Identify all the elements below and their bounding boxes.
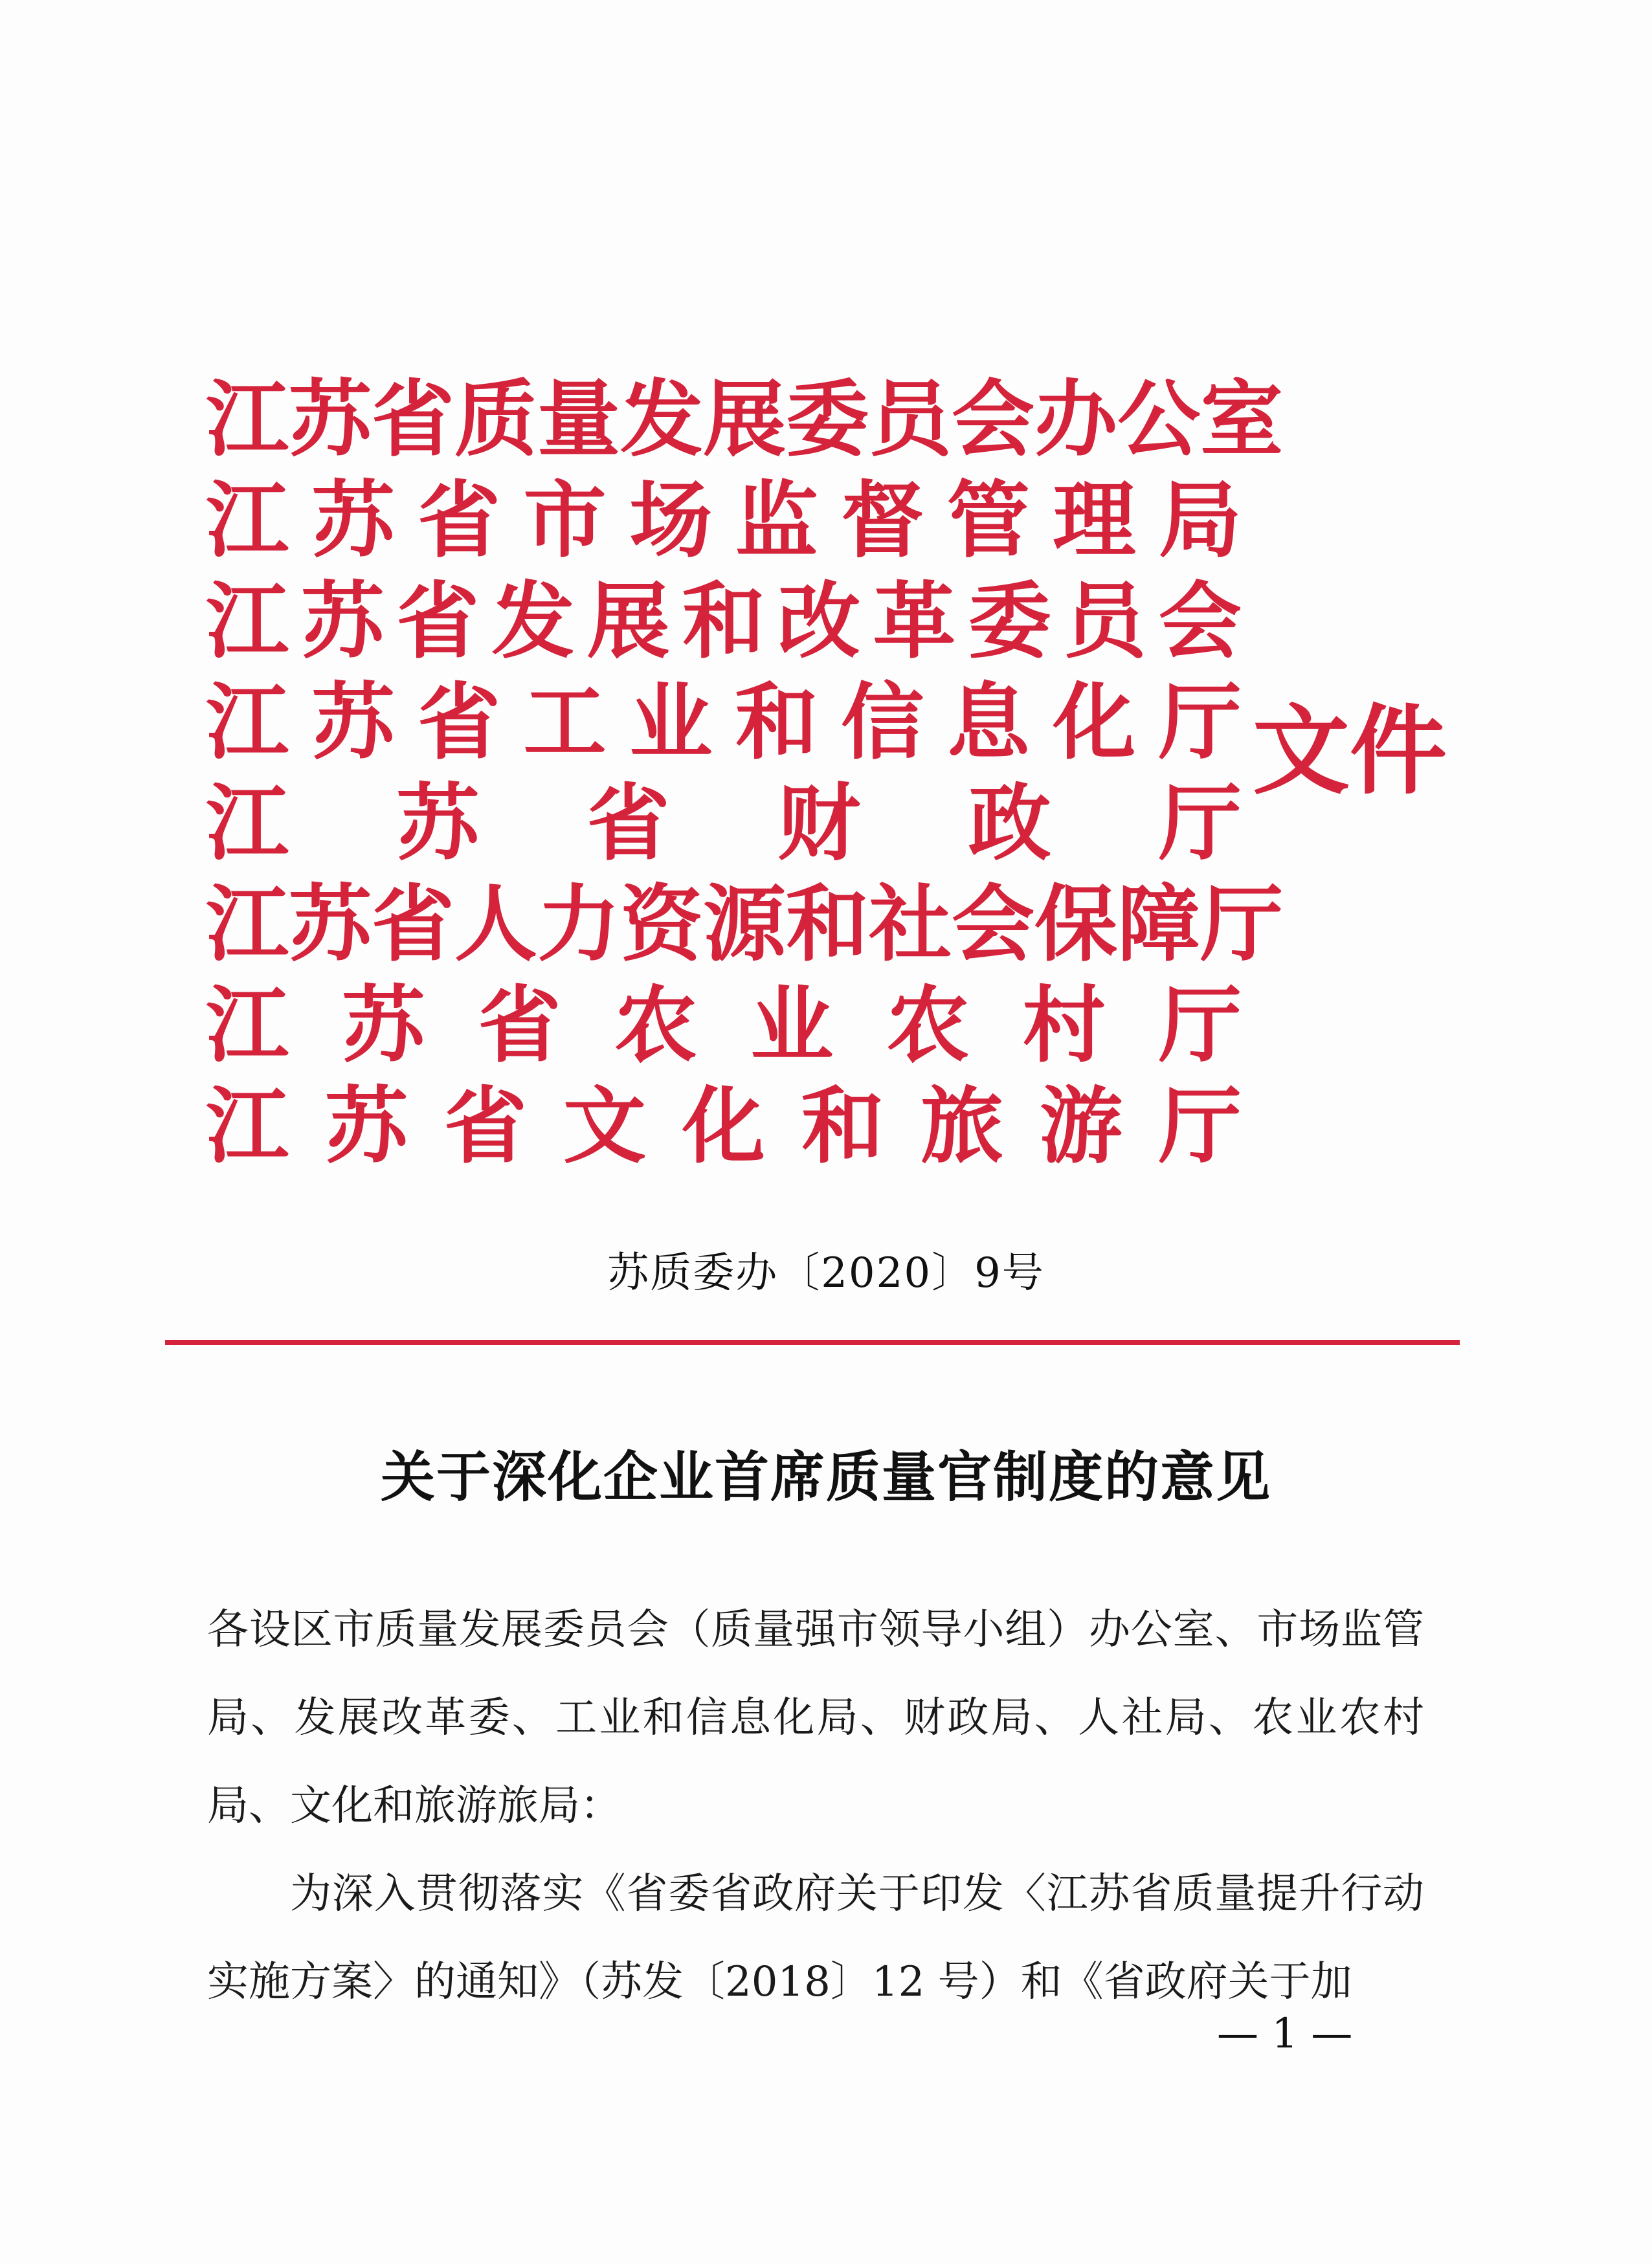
agency-character: 苏 [311, 472, 395, 569]
agency-character: 省 [418, 674, 501, 771]
agency-character: 资 [620, 876, 704, 973]
agency-row [206, 369, 1284, 470]
agency-character: 村 [1022, 977, 1106, 1074]
agency-character: 江 [206, 977, 289, 1074]
agency-character: 省 [396, 573, 480, 670]
agency-character: 化 [682, 1078, 765, 1175]
agency-character: 化 [1053, 674, 1136, 771]
agency-character: 苏 [301, 573, 385, 670]
agency-character: 厅 [1200, 876, 1284, 973]
agency-character: 苏 [342, 977, 425, 1074]
agency-character: 厅 [1158, 775, 1242, 872]
agency-character: 厅 [1158, 674, 1242, 771]
agency-character: 社 [869, 876, 952, 973]
document-body [207, 1586, 1424, 2026]
agency-character: 改 [777, 573, 861, 670]
agency-character: 管 [946, 472, 1030, 569]
agency-character: 和 [682, 573, 765, 670]
agency-character: 省 [478, 977, 561, 1074]
agency-character: 公 [1117, 371, 1201, 468]
agency-character: 会 [952, 371, 1035, 468]
agency-character: 江 [206, 1078, 289, 1175]
agency-character: 发 [620, 371, 704, 468]
agency-character: 委 [786, 371, 869, 468]
agency-character: 江 [206, 775, 289, 872]
agency-character: 理 [1053, 472, 1136, 569]
agency-character: 省 [372, 876, 455, 973]
agency-character: 会 [952, 876, 1035, 973]
agency-character: 革 [873, 573, 956, 670]
agency-character: 局 [1158, 472, 1242, 569]
agency-character: 人 [454, 876, 538, 973]
agency-character: 苏 [396, 775, 480, 872]
agency-row [206, 571, 1242, 672]
agency-character: 和 [735, 674, 818, 771]
agency-character: 省 [418, 472, 501, 569]
agency-character: 发 [491, 573, 575, 670]
agency-character: 委 [968, 573, 1051, 670]
agency-character: 源 [703, 876, 787, 973]
agency-row [206, 1076, 1242, 1177]
agency-character: 江 [206, 371, 289, 468]
agency-character: 市 [523, 472, 607, 569]
agency-character: 场 [629, 472, 713, 569]
agency-row [206, 773, 1242, 874]
agency-character: 会 [1158, 573, 1242, 670]
agency-character: 省 [586, 775, 670, 872]
agency-character: 室 [1200, 371, 1284, 468]
agency-character: 游 [1039, 1078, 1122, 1175]
agency-character: 工 [523, 674, 607, 771]
agency-character: 财 [777, 775, 861, 872]
agency-character: 和 [786, 876, 869, 973]
salutation: 各设区市质量发展委员会（质量强市领导小组）办公室、市场监管局、发展改革委、工业和信息化局、财政局、人社局、农业农村局、文化和旅游旅局： [207, 1606, 1424, 1830]
agency-character: 信 [841, 674, 924, 771]
agency-character: 省 [443, 1078, 527, 1175]
document-title: 关于深化企业首席质量官制度的意见 [380, 1445, 1271, 1509]
agency-character: 文 [563, 1078, 646, 1175]
agency-character: 苏 [289, 371, 372, 468]
agency-character: 息 [946, 674, 1030, 771]
body-paragraph: 为深入贯彻落实《省委省政府关于印发〈江苏省质量提升行动实施方案〉的通知》（苏发〔2018〕12 号）和《省政府关于加 [207, 1870, 1424, 2006]
agency-character: 江 [206, 472, 289, 569]
agency-character: 政 [968, 775, 1051, 872]
agency-character: 监 [735, 472, 818, 569]
agency-character: 员 [869, 371, 952, 468]
agency-character: 旅 [920, 1078, 1003, 1175]
agency-character: 力 [537, 876, 621, 973]
agency-character: 农 [886, 977, 970, 1074]
agency-character: 保 [1034, 876, 1118, 973]
agency-row [206, 874, 1284, 975]
agency-character: 展 [703, 371, 787, 468]
agency-character: 质 [454, 371, 538, 468]
agency-character: 苏 [311, 674, 395, 771]
agency-character: 业 [629, 674, 713, 771]
agency-character: 量 [537, 371, 621, 468]
agency-character: 江 [206, 674, 289, 771]
agency-character: 农 [614, 977, 697, 1074]
agency-character: 厅 [1158, 1078, 1242, 1175]
document-number: 苏质委办〔2020〕9号 [607, 1249, 1045, 1297]
agency-character: 业 [750, 977, 834, 1074]
agency-character: 障 [1117, 876, 1201, 973]
agency-character: 督 [841, 472, 924, 569]
agency-character: 江 [206, 876, 289, 973]
agency-character: 厅 [1158, 977, 1242, 1074]
agency-character: 办 [1034, 371, 1118, 468]
document-type-label: 文件 [1253, 694, 1447, 808]
agency-row [206, 470, 1242, 571]
agency-character: 江 [206, 573, 289, 670]
agency-row [206, 672, 1242, 773]
red-divider-line [165, 1340, 1460, 1345]
page-number: — 1 — [1217, 2010, 1353, 2058]
agency-character: 省 [372, 371, 455, 468]
agency-character: 和 [801, 1078, 884, 1175]
agency-row [206, 975, 1242, 1076]
agency-character: 苏 [324, 1078, 408, 1175]
agency-character: 苏 [289, 876, 372, 973]
agency-character: 展 [586, 573, 670, 670]
issuing-agencies [206, 369, 1284, 1177]
agency-character: 员 [1063, 573, 1146, 670]
